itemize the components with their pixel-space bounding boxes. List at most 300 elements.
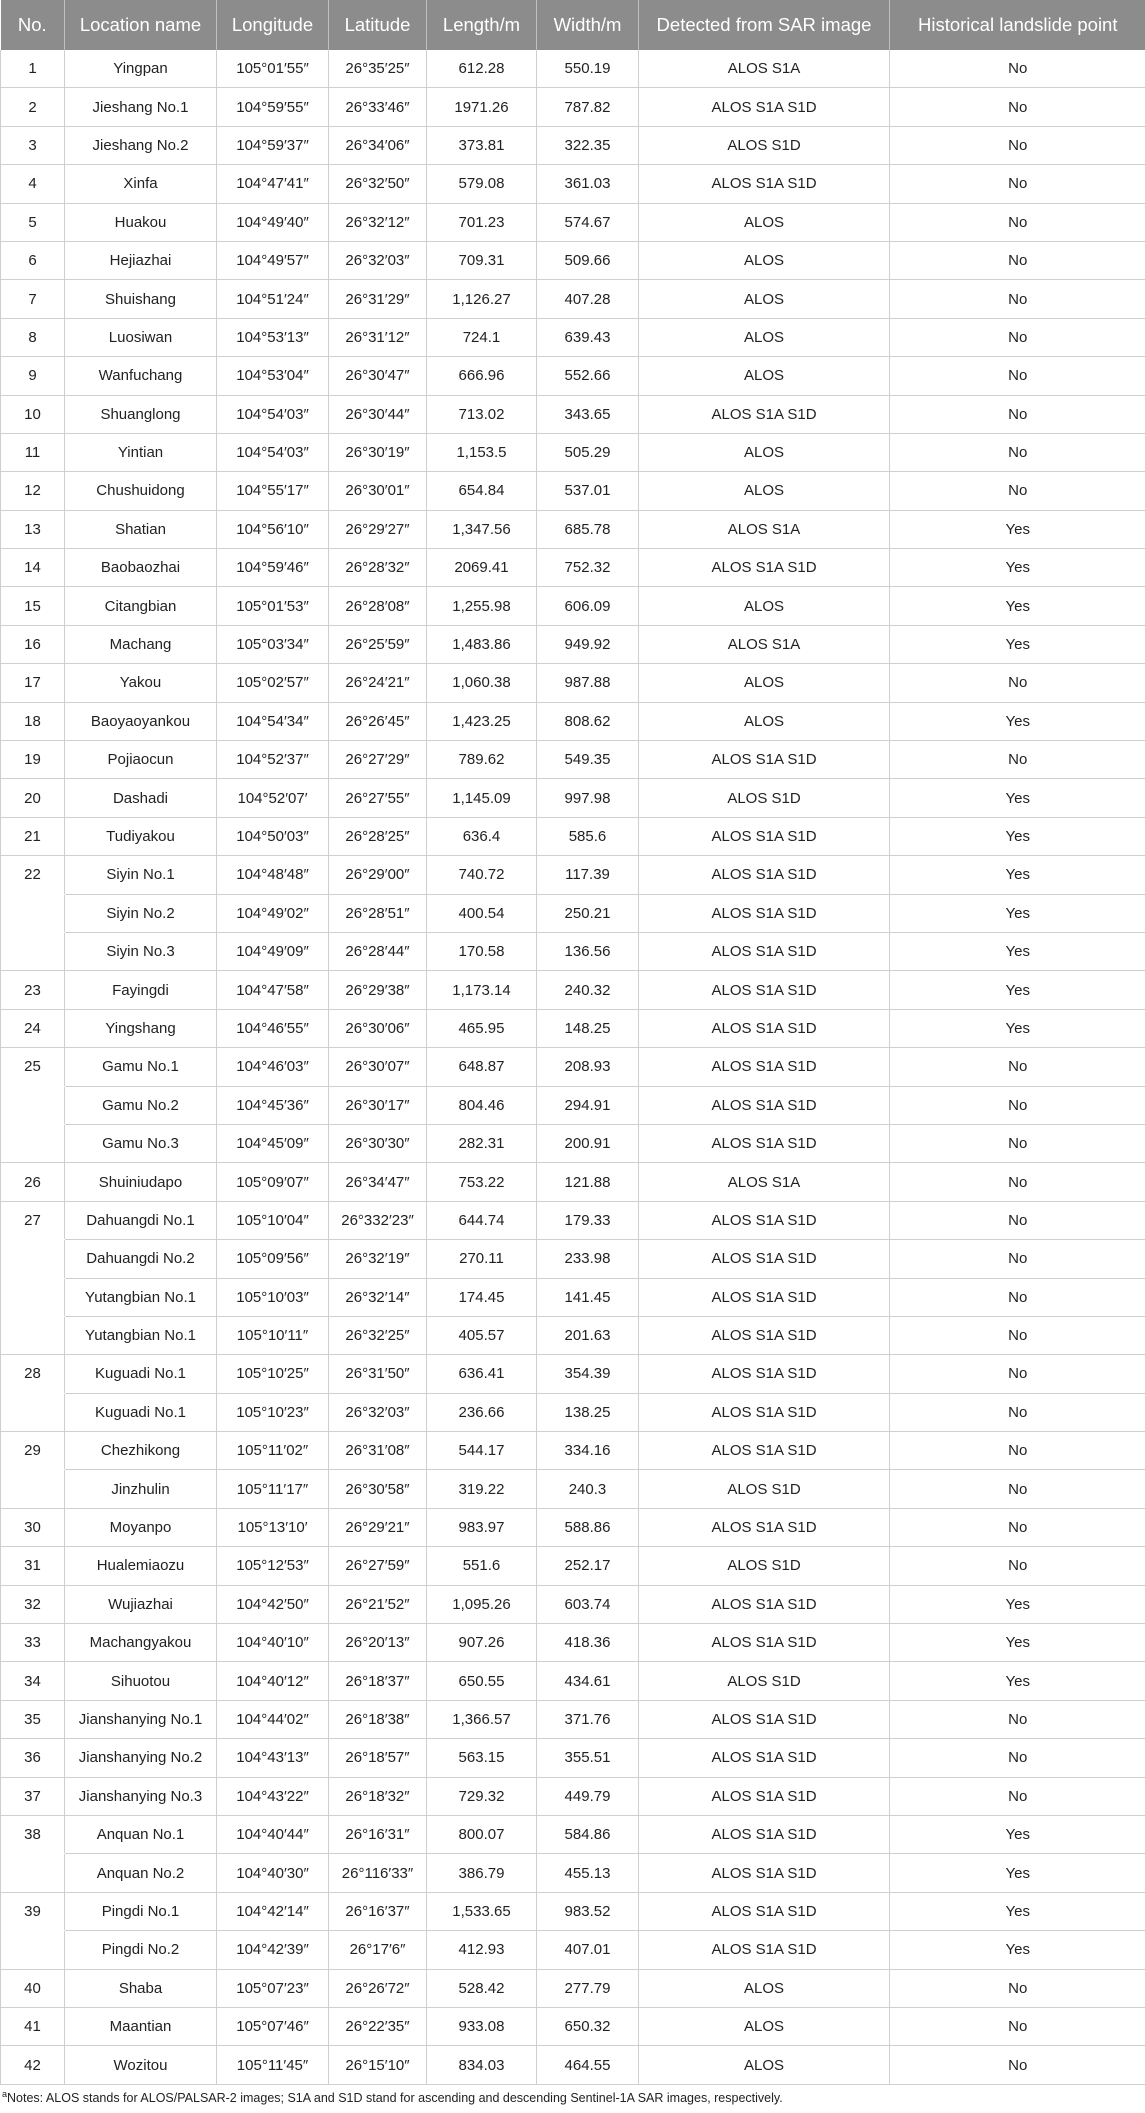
cell-width: 277.79 [537, 1969, 639, 2007]
cell-location-name: Machangyakou [65, 1624, 217, 1662]
cell-latitude: 26°32′19″ [329, 1240, 427, 1278]
cell-historical-landslide: Yes [890, 1624, 1145, 1662]
cell-no: 39 [1, 1892, 65, 1930]
cell-detected-from-sar: ALOS [639, 318, 890, 356]
cell-width: 334.16 [537, 1432, 639, 1470]
cell-length: 1,347.56 [427, 510, 537, 548]
cell-latitude: 26°32′12″ [329, 203, 427, 241]
cell-historical-landslide: No [890, 2046, 1145, 2084]
cell-width: 121.88 [537, 1163, 639, 1201]
cell-width: 201.63 [537, 1316, 639, 1354]
cell-no: 29 [1, 1432, 65, 1470]
cell-longitude: 104°50′03″ [217, 817, 329, 855]
cell-latitude: 26°30′19″ [329, 433, 427, 471]
cell-latitude: 26°27′55″ [329, 779, 427, 817]
cell-detected-from-sar: ALOS [639, 357, 890, 395]
cell-historical-landslide: No [890, 203, 1145, 241]
cell-detected-from-sar: ALOS S1D [639, 1470, 890, 1508]
cell-longitude: 105°03′34″ [217, 625, 329, 663]
cell-historical-landslide: Yes [890, 894, 1145, 932]
cell-detected-from-sar: ALOS S1A S1D [639, 971, 890, 1009]
cell-longitude: 105°10′23″ [217, 1393, 329, 1431]
cell-latitude: 26°30′47″ [329, 357, 427, 395]
table-row [1, 280, 1145, 318]
cell-no [1, 894, 65, 932]
cell-location-name: Baobaozhai [65, 549, 217, 587]
cell-historical-landslide: No [890, 50, 1145, 88]
cell-detected-from-sar: ALOS S1A S1D [639, 1700, 890, 1738]
cell-historical-landslide: Yes [890, 1662, 1145, 1700]
table-row [1, 50, 1145, 88]
cell-length: 1,126.27 [427, 280, 537, 318]
header-latitude: Latitude [329, 0, 427, 50]
cell-width: 208.93 [537, 1048, 639, 1086]
cell-longitude: 104°40′12″ [217, 1662, 329, 1700]
cell-detected-from-sar: ALOS S1A S1D [639, 1086, 890, 1124]
cell-detected-from-sar: ALOS S1A S1D [639, 1393, 890, 1431]
cell-longitude: 104°49′09″ [217, 932, 329, 970]
cell-longitude: 104°56′10″ [217, 510, 329, 548]
cell-width: 371.76 [537, 1700, 639, 1738]
cell-length: 1,095.26 [427, 1585, 537, 1623]
cell-detected-from-sar: ALOS [639, 241, 890, 279]
cell-latitude: 26°34′06″ [329, 126, 427, 164]
cell-location-name: Dahuangdi No.1 [65, 1201, 217, 1239]
cell-latitude: 26°32′03″ [329, 1393, 427, 1431]
cell-historical-landslide: No [890, 1432, 1145, 1470]
cell-latitude: 26°26′45″ [329, 702, 427, 740]
cell-latitude: 26°27′59″ [329, 1547, 427, 1585]
cell-longitude: 105°07′46″ [217, 2007, 329, 2045]
cell-length: 2069.41 [427, 549, 537, 587]
cell-longitude: 104°42′50″ [217, 1585, 329, 1623]
cell-length: 270.11 [427, 1240, 537, 1278]
table-row [1, 1432, 1145, 1470]
cell-detected-from-sar: ALOS S1A [639, 625, 890, 663]
cell-longitude: 104°40′44″ [217, 1815, 329, 1853]
cell-location-name: Tudiyakou [65, 817, 217, 855]
cell-width: 987.88 [537, 664, 639, 702]
cell-longitude: 104°47′58″ [217, 971, 329, 1009]
table-row [1, 1547, 1145, 1585]
cell-detected-from-sar: ALOS [639, 587, 890, 625]
cell-no: 8 [1, 318, 65, 356]
cell-length: 1,423.25 [427, 702, 537, 740]
cell-no: 30 [1, 1508, 65, 1546]
cell-latitude: 26°21′52″ [329, 1585, 427, 1623]
cell-no: 3 [1, 126, 65, 164]
cell-historical-landslide: No [890, 1201, 1145, 1239]
cell-longitude: 105°12′53″ [217, 1547, 329, 1585]
table-row [1, 894, 1145, 932]
cell-latitude: 26°28′44″ [329, 932, 427, 970]
cell-width: 550.19 [537, 50, 639, 88]
table-row [1, 587, 1145, 625]
cell-detected-from-sar: ALOS S1A S1D [639, 1739, 890, 1777]
cell-no: 40 [1, 1969, 65, 2007]
cell-detected-from-sar: ALOS S1A S1D [639, 1777, 890, 1815]
cell-location-name: Chushuidong [65, 472, 217, 510]
cell-longitude: 105°02′57″ [217, 664, 329, 702]
cell-location-name: Anquan No.1 [65, 1815, 217, 1853]
cell-length: 400.54 [427, 894, 537, 932]
cell-length: 319.22 [427, 1470, 537, 1508]
cell-length: 709.31 [427, 241, 537, 279]
cell-detected-from-sar: ALOS S1A S1D [639, 1316, 890, 1354]
cell-latitude: 26°25′59″ [329, 625, 427, 663]
cell-width: 200.91 [537, 1124, 639, 1162]
cell-longitude: 104°46′03″ [217, 1048, 329, 1086]
cell-no: 27 [1, 1201, 65, 1239]
table-row [1, 88, 1145, 126]
cell-historical-landslide: No [890, 126, 1145, 164]
cell-location-name: Gamu No.2 [65, 1086, 217, 1124]
cell-historical-landslide: Yes [890, 971, 1145, 1009]
cell-latitude: 26°18′32″ [329, 1777, 427, 1815]
cell-length: 636.41 [427, 1355, 537, 1393]
cell-no: 23 [1, 971, 65, 1009]
cell-latitude: 26°32′14″ [329, 1278, 427, 1316]
cell-latitude: 26°28′32″ [329, 549, 427, 587]
cell-historical-landslide: No [890, 1124, 1145, 1162]
table-row [1, 1700, 1145, 1738]
cell-location-name: Shaba [65, 1969, 217, 2007]
cell-location-name: Shatian [65, 510, 217, 548]
cell-width: 509.66 [537, 241, 639, 279]
cell-length: 650.55 [427, 1662, 537, 1700]
cell-location-name: Jianshanying No.1 [65, 1700, 217, 1738]
cell-detected-from-sar: ALOS S1A S1D [639, 741, 890, 779]
table-body [1, 50, 1145, 2084]
cell-length: 983.97 [427, 1508, 537, 1546]
cell-no: 33 [1, 1624, 65, 1662]
table-row [1, 2046, 1145, 2084]
cell-latitude: 26°24′21″ [329, 664, 427, 702]
header-location-name: Location name [65, 0, 217, 50]
cell-longitude: 104°53′13″ [217, 318, 329, 356]
cell-length: 528.42 [427, 1969, 537, 2007]
cell-no [1, 1393, 65, 1431]
cell-detected-from-sar: ALOS S1A S1D [639, 1278, 890, 1316]
cell-detected-from-sar: ALOS S1A S1D [639, 1624, 890, 1662]
cell-length: 612.28 [427, 50, 537, 88]
cell-longitude: 104°53′04″ [217, 357, 329, 395]
cell-latitude: 26°28′08″ [329, 587, 427, 625]
cell-no: 14 [1, 549, 65, 587]
cell-latitude: 26°15′10″ [329, 2046, 427, 2084]
cell-historical-landslide: No [890, 2007, 1145, 2045]
cell-latitude: 26°29′21″ [329, 1508, 427, 1546]
cell-width: 354.39 [537, 1355, 639, 1393]
cell-historical-landslide: No [890, 1355, 1145, 1393]
cell-detected-from-sar: ALOS S1A S1D [639, 1048, 890, 1086]
cell-no: 18 [1, 702, 65, 740]
cell-length: 563.15 [427, 1739, 537, 1777]
table-row [1, 1508, 1145, 1546]
cell-width: 639.43 [537, 318, 639, 356]
cell-length: 933.08 [427, 2007, 537, 2045]
cell-latitude: 26°28′51″ [329, 894, 427, 932]
cell-width: 787.82 [537, 88, 639, 126]
cell-no [1, 1316, 65, 1354]
header-no: No. [1, 0, 65, 50]
header-detected-from-sar: Detected from SAR image [639, 0, 890, 50]
cell-width: 585.6 [537, 817, 639, 855]
table-row [1, 1009, 1145, 1047]
cell-width: 574.67 [537, 203, 639, 241]
cell-width: 343.65 [537, 395, 639, 433]
cell-no: 1 [1, 50, 65, 88]
header-longitude: Longitude [217, 0, 329, 50]
cell-length: 907.26 [427, 1624, 537, 1662]
cell-no: 2 [1, 88, 65, 126]
cell-historical-landslide: Yes [890, 1854, 1145, 1892]
cell-no: 10 [1, 395, 65, 433]
cell-no [1, 1124, 65, 1162]
cell-width: 449.79 [537, 1777, 639, 1815]
table-row [1, 1393, 1145, 1431]
cell-historical-landslide: No [890, 395, 1145, 433]
cell-longitude: 104°43′13″ [217, 1739, 329, 1777]
cell-no: 11 [1, 433, 65, 471]
table-row [1, 1854, 1145, 1892]
cell-historical-landslide: No [890, 1739, 1145, 1777]
cell-location-name: Luosiwan [65, 318, 217, 356]
cell-historical-landslide: No [890, 1048, 1145, 1086]
cell-length: 1,255.98 [427, 587, 537, 625]
cell-detected-from-sar: ALOS S1A [639, 510, 890, 548]
cell-latitude: 26°31′50″ [329, 1355, 427, 1393]
cell-no: 26 [1, 1163, 65, 1201]
cell-location-name: Jianshanying No.3 [65, 1777, 217, 1815]
cell-no: 22 [1, 856, 65, 894]
cell-detected-from-sar: ALOS [639, 1969, 890, 2007]
cell-width: 455.13 [537, 1854, 639, 1892]
cell-historical-landslide: Yes [890, 779, 1145, 817]
cell-width: 355.51 [537, 1739, 639, 1777]
cell-latitude: 26°32′03″ [329, 241, 427, 279]
cell-length: 544.17 [427, 1432, 537, 1470]
cell-width: 233.98 [537, 1240, 639, 1278]
cell-latitude: 26°16′37″ [329, 1892, 427, 1930]
cell-location-name: Jieshang No.1 [65, 88, 217, 126]
table-row [1, 1624, 1145, 1662]
cell-no: 32 [1, 1585, 65, 1623]
cell-historical-landslide: No [890, 1393, 1145, 1431]
cell-width: 650.32 [537, 2007, 639, 2045]
cell-length: 800.07 [427, 1815, 537, 1853]
cell-location-name: Machang [65, 625, 217, 663]
table-row [1, 318, 1145, 356]
cell-location-name: Hualemiaozu [65, 1547, 217, 1585]
cell-latitude: 26°30′30″ [329, 1124, 427, 1162]
cell-detected-from-sar: ALOS S1D [639, 1547, 890, 1585]
cell-latitude: 26°30′06″ [329, 1009, 427, 1047]
cell-length: 551.6 [427, 1547, 537, 1585]
cell-longitude: 104°43′22″ [217, 1777, 329, 1815]
cell-width: 418.36 [537, 1624, 639, 1662]
table-row [1, 510, 1145, 548]
cell-width: 603.74 [537, 1585, 639, 1623]
cell-no: 15 [1, 587, 65, 625]
footnote-text: Notes: ALOS stands for ALOS/PALSAR-2 images; S1A and S1D stand for ascending and descending Sentinel-1A SAR images, respectively. [7, 2090, 783, 2105]
cell-historical-landslide: No [890, 1700, 1145, 1738]
cell-no [1, 932, 65, 970]
table-row [1, 1163, 1145, 1201]
cell-location-name: Citangbian [65, 587, 217, 625]
cell-historical-landslide: No [890, 1278, 1145, 1316]
cell-detected-from-sar: ALOS S1A S1D [639, 549, 890, 587]
cell-length: 579.08 [427, 165, 537, 203]
header-width: Width/m [537, 0, 639, 50]
cell-historical-landslide: Yes [890, 625, 1145, 663]
cell-detected-from-sar: ALOS S1A [639, 1163, 890, 1201]
cell-detected-from-sar: ALOS S1A S1D [639, 1854, 890, 1892]
table-row [1, 1777, 1145, 1815]
cell-no [1, 1470, 65, 1508]
cell-longitude: 105°09′56″ [217, 1240, 329, 1278]
cell-longitude: 104°59′55″ [217, 88, 329, 126]
table-footnote [0, 2085, 1145, 2105]
cell-length: 789.62 [427, 741, 537, 779]
cell-latitude: 26°29′00″ [329, 856, 427, 894]
cell-longitude: 104°46′55″ [217, 1009, 329, 1047]
cell-longitude: 104°52′07′ [217, 779, 329, 817]
cell-no: 34 [1, 1662, 65, 1700]
cell-latitude: 26°31′29″ [329, 280, 427, 318]
cell-detected-from-sar: ALOS S1A S1D [639, 1201, 890, 1239]
table-row [1, 1086, 1145, 1124]
cell-detected-from-sar: ALOS S1A S1D [639, 856, 890, 894]
cell-location-name: Shuiniudapo [65, 1163, 217, 1201]
table-row [1, 856, 1145, 894]
cell-length: 1,483.86 [427, 625, 537, 663]
cell-width: 752.32 [537, 549, 639, 587]
table-row [1, 2007, 1145, 2045]
cell-longitude: 104°49′40″ [217, 203, 329, 241]
cell-latitude: 26°35′25″ [329, 50, 427, 88]
table-row [1, 1240, 1145, 1278]
cell-no [1, 1854, 65, 1892]
cell-historical-landslide: No [890, 165, 1145, 203]
table-row [1, 932, 1145, 970]
cell-width: 294.91 [537, 1086, 639, 1124]
cell-location-name: Shuishang [65, 280, 217, 318]
cell-historical-landslide: No [890, 741, 1145, 779]
cell-latitude: 26°16′31″ [329, 1815, 427, 1853]
cell-detected-from-sar: ALOS S1A S1D [639, 894, 890, 932]
cell-location-name: Pingdi No.2 [65, 1931, 217, 1969]
cell-historical-landslide: No [890, 1470, 1145, 1508]
cell-width: 141.45 [537, 1278, 639, 1316]
cell-historical-landslide: No [890, 1777, 1145, 1815]
cell-detected-from-sar: ALOS S1D [639, 779, 890, 817]
cell-historical-landslide: No [890, 357, 1145, 395]
cell-location-name: Pojiaocun [65, 741, 217, 779]
cell-detected-from-sar: ALOS [639, 2046, 890, 2084]
cell-location-name: Sihuotou [65, 1662, 217, 1700]
cell-longitude: 105°10′11″ [217, 1316, 329, 1354]
cell-length: 834.03 [427, 2046, 537, 2084]
cell-latitude: 26°332′23″ [329, 1201, 427, 1239]
cell-historical-landslide: Yes [890, 817, 1145, 855]
cell-length: 1,153.5 [427, 433, 537, 471]
cell-longitude: 105°10′25″ [217, 1355, 329, 1393]
cell-location-name: Jinzhulin [65, 1470, 217, 1508]
cell-width: 407.01 [537, 1931, 639, 1969]
cell-detected-from-sar: ALOS [639, 472, 890, 510]
cell-historical-landslide: No [890, 88, 1145, 126]
cell-detected-from-sar: ALOS S1D [639, 1662, 890, 1700]
cell-latitude: 26°34′47″ [329, 1163, 427, 1201]
cell-longitude: 104°45′09″ [217, 1124, 329, 1162]
cell-length: 740.72 [427, 856, 537, 894]
cell-location-name: Gamu No.1 [65, 1048, 217, 1086]
header-historical-landslide: Historical landslide point [890, 0, 1145, 50]
table-row [1, 1355, 1145, 1393]
cell-no [1, 1931, 65, 1969]
cell-latitude: 26°31′12″ [329, 318, 427, 356]
cell-location-name: Jianshanying No.2 [65, 1739, 217, 1777]
cell-no: 38 [1, 1815, 65, 1853]
cell-width: 240.32 [537, 971, 639, 1009]
cell-latitude: 26°30′44″ [329, 395, 427, 433]
cell-location-name: Yingpan [65, 50, 217, 88]
cell-no: 25 [1, 1048, 65, 1086]
cell-location-name: Wanfuchang [65, 357, 217, 395]
cell-location-name: Maantian [65, 2007, 217, 2045]
cell-longitude: 105°11′02″ [217, 1432, 329, 1470]
cell-no: 31 [1, 1547, 65, 1585]
cell-longitude: 104°40′30″ [217, 1854, 329, 1892]
cell-width: 117.39 [537, 856, 639, 894]
cell-historical-landslide: No [890, 433, 1145, 471]
table-row [1, 549, 1145, 587]
cell-no: 9 [1, 357, 65, 395]
cell-latitude: 26°27′29″ [329, 741, 427, 779]
cell-detected-from-sar: ALOS S1A S1D [639, 395, 890, 433]
cell-historical-landslide: Yes [890, 549, 1145, 587]
table-row [1, 241, 1145, 279]
cell-historical-landslide: Yes [890, 1009, 1145, 1047]
cell-longitude: 104°48′48″ [217, 856, 329, 894]
table-row [1, 817, 1145, 855]
table-row [1, 1124, 1145, 1162]
table-row [1, 1470, 1145, 1508]
cell-latitude: 26°20′13″ [329, 1624, 427, 1662]
cell-longitude: 105°07′23″ [217, 1969, 329, 2007]
cell-length: 174.45 [427, 1278, 537, 1316]
cell-length: 644.74 [427, 1201, 537, 1239]
cell-location-name: Siyin No.3 [65, 932, 217, 970]
cell-location-name: Yakou [65, 664, 217, 702]
cell-historical-landslide: Yes [890, 1892, 1145, 1930]
cell-historical-landslide: No [890, 318, 1145, 356]
cell-latitude: 26°30′01″ [329, 472, 427, 510]
cell-detected-from-sar: ALOS S1A S1D [639, 1508, 890, 1546]
table-row [1, 741, 1145, 779]
cell-width: 179.33 [537, 1201, 639, 1239]
cell-length: 701.23 [427, 203, 537, 241]
cell-length: 1,173.14 [427, 971, 537, 1009]
table-row [1, 1201, 1145, 1239]
cell-historical-landslide: Yes [890, 702, 1145, 740]
cell-longitude: 105°01′55″ [217, 50, 329, 88]
table-row [1, 433, 1145, 471]
cell-length: 170.58 [427, 932, 537, 970]
cell-length: 236.66 [427, 1393, 537, 1431]
cell-length: 636.4 [427, 817, 537, 855]
